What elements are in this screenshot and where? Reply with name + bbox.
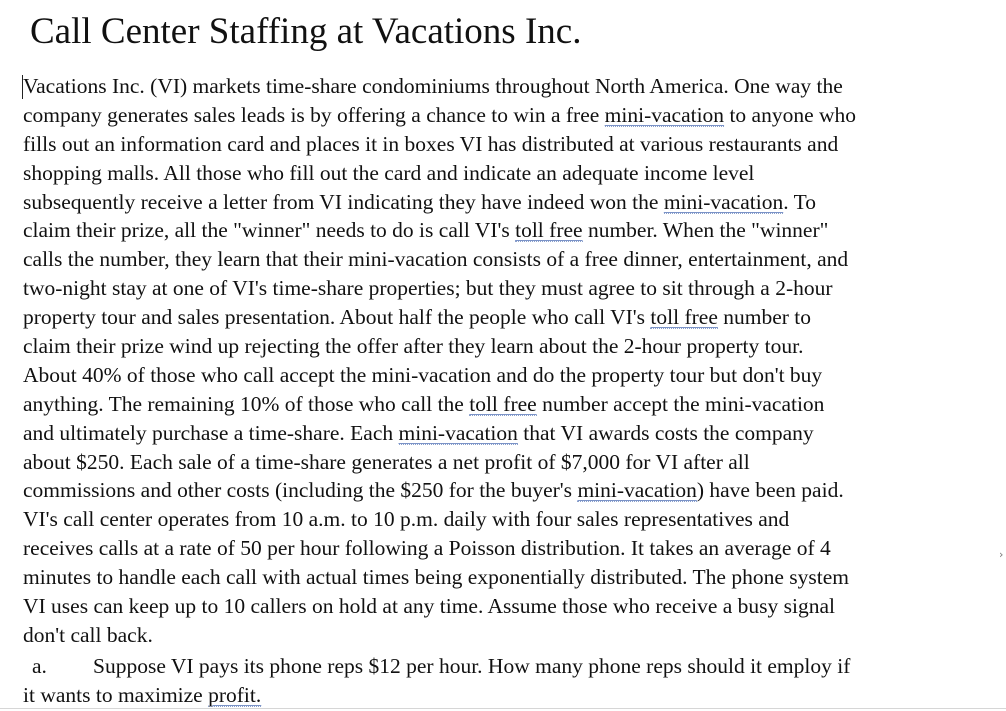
paragraph-text: About 40% of those who call accept the mini-vacation and do the property tour but don't buy <box>23 362 823 387</box>
paragraph-line <box>23 592 998 621</box>
paragraph-text: that VI awards costs the company <box>517 420 814 445</box>
glossary-link[interactable]: toll free <box>515 218 583 243</box>
paragraph-line <box>23 188 998 217</box>
case-paragraph <box>23 72 998 650</box>
question-a-text: Suppose VI pays its phone reps $12 per hour. How many phone reps should it employ if <box>93 653 851 678</box>
paragraph-line <box>23 130 998 159</box>
glossary-link[interactable]: mini-vacation <box>577 478 697 503</box>
paragraph-line <box>23 72 998 101</box>
paragraph-text: fills out an information card and places it in boxes VI has distributed at various restaurants and <box>23 131 839 156</box>
paragraph-text: calls the number, they learn that their mini-vacation consists of a free dinner, entertainment, and <box>23 247 849 272</box>
document-body[interactable] <box>23 72 998 710</box>
paragraph-line <box>23 159 998 188</box>
paragraph-text: number to <box>717 305 812 330</box>
paragraph-text: VI's call center operates from 10 a.m. to 10 p.m. daily with four sales representatives and <box>23 507 790 532</box>
paragraph-line <box>23 390 998 419</box>
paragraph-text: . To <box>783 189 816 214</box>
paragraph-text: claim their prize, all the "winner" needs to do is call VI's <box>23 218 516 243</box>
paragraph-line <box>23 216 998 245</box>
paragraph-text: Vacations Inc. (VI) markets time-share condominiums throughout North America. One way the <box>23 74 843 98</box>
paragraph-line <box>23 476 998 505</box>
paragraph-line <box>23 505 998 534</box>
glossary-link[interactable]: mini-vacation <box>398 420 518 445</box>
paragraph-line <box>23 563 998 592</box>
paragraph-text: company generates sales leads is by offering a chance to win a free <box>23 102 605 127</box>
paragraph-text: commissions and other costs (including the $250 for the buyer's <box>23 478 578 503</box>
paragraph-text: don't call back. <box>23 622 153 647</box>
glossary-link[interactable]: mini-vacation <box>663 189 784 214</box>
paragraph-text: number. When the "winner" <box>582 218 829 243</box>
paragraph-text: about $250. Each sale of a time-share generates a net profit of $7,000 for VI after all <box>23 449 750 474</box>
paragraph-line <box>23 303 998 332</box>
paragraph-line <box>23 274 998 303</box>
paragraph-text: property tour and sales presentation. About half the people who call VI's <box>23 305 651 330</box>
paragraph-text: shopping malls. All those who fill out the card and indicate an adequate income level <box>23 160 755 185</box>
paragraph-text: anything. The remaining 10% of those who call the <box>23 391 470 416</box>
margin-chevron-icon: › <box>999 548 1004 561</box>
paragraph-text: VI uses can keep up to 10 callers on hold at any time. Assume those who receive a busy signal <box>23 594 836 619</box>
paragraph-line <box>23 448 998 477</box>
document-title: Call Center Staffing at Vacations Inc. <box>30 11 582 52</box>
paragraph-line <box>23 534 998 563</box>
glossary-link[interactable]: toll free <box>469 391 537 416</box>
paragraph-line <box>23 245 998 274</box>
glossary-link[interactable]: toll free <box>650 305 718 330</box>
paragraph-text: claim their prize wind up rejecting the offer after they learn about the 2-hour property tour. <box>23 334 804 359</box>
paragraph-line <box>23 332 998 361</box>
page-divider <box>0 708 1006 709</box>
question-label: a. <box>32 653 47 678</box>
paragraph-text: two-night stay at one of VI's time-share properties; but they must agree to sit through a 2-hour <box>23 276 833 301</box>
profit-link[interactable]: profit. <box>208 682 262 707</box>
paragraph-line <box>23 621 998 650</box>
question-a-text-continued: it wants to maximize <box>23 682 209 707</box>
paragraph-text: minutes to handle each call with actual times being exponentially distributed. The phone system <box>23 565 849 590</box>
paragraph-text: subsequently receive a letter from VI indicating they have indeed won the <box>23 189 664 214</box>
paragraph-line <box>23 361 998 390</box>
paragraph-text: number accept the mini-vacation <box>536 391 825 416</box>
paragraph-text: ) have been paid. <box>696 478 844 503</box>
question-a-line-1 <box>23 652 998 681</box>
question-a-line-2 <box>23 681 998 710</box>
glossary-link[interactable]: mini-vacation <box>604 102 725 127</box>
paragraph-line <box>23 419 998 448</box>
paragraph-text: to anyone who <box>724 102 857 127</box>
paragraph-line <box>23 101 998 130</box>
paragraph-text: and ultimately purchase a time-share. Each <box>23 420 399 445</box>
paragraph-text: receives calls at a rate of 50 per hour following a Poisson distribution. It takes an average of 4 <box>23 536 831 561</box>
